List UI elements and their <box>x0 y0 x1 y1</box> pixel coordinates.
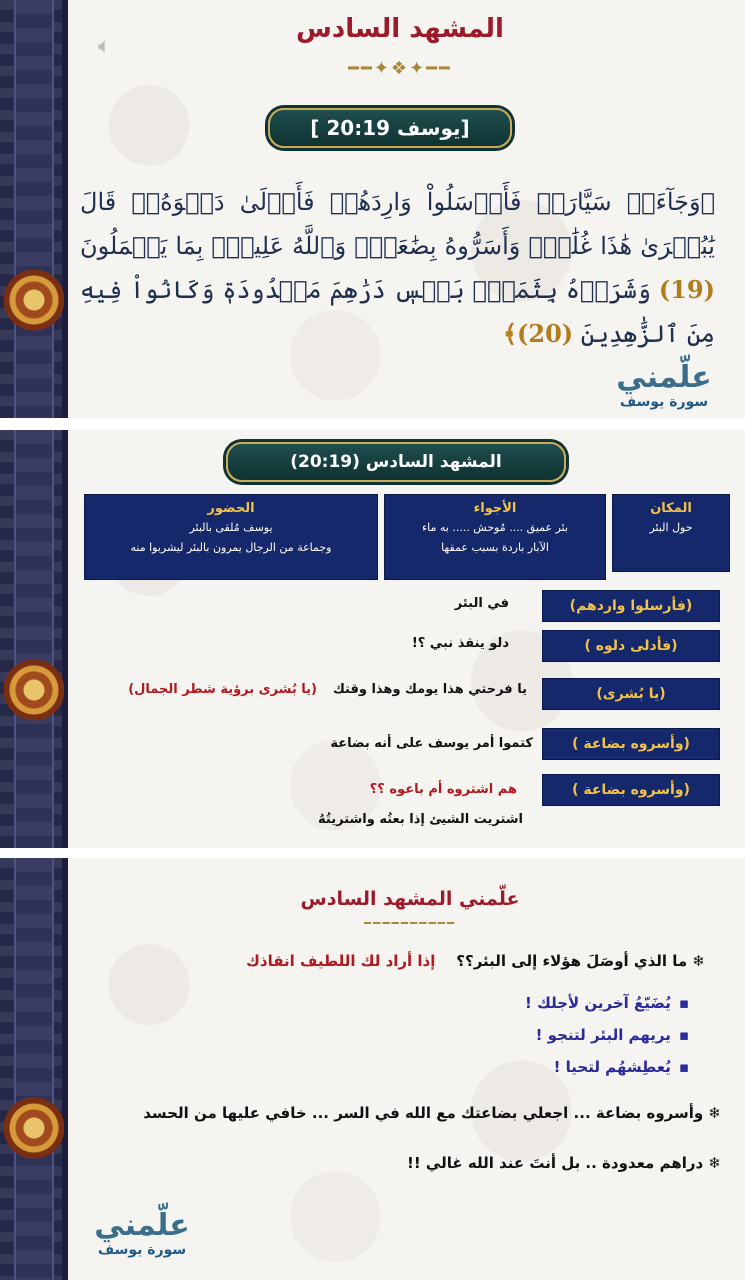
row-text: اشتريت الشيئ إذا بعتُه واشتريتُهُ <box>318 812 523 827</box>
bullet-item: ▪يُضَيّعُ آخرين لأجلك ! <box>525 994 689 1012</box>
row-label: (فأرسلوا واردهم) <box>542 590 720 622</box>
bullet-item: ▪يريهم البئر لتنجو ! <box>535 1026 689 1044</box>
row-text: دلو ينقذ نبي ؟! <box>411 636 509 651</box>
quran-verse: ﴿وَجَآءَتۡ سَيَّارَةٞ فَأَرۡسَلُواْ وَارِدَهُمۡ فَأَدۡلَىٰ دَلۡوَهُۥۖ قَالَ يَٰبُشۡرَىٰ هَٰذَا غُلَٰمٞۚ وَأَسَرُّوهُ بِضَٰعَةٗۚ وَٱللَّهُ عَلِيمُۢ بِمَا يَعۡمَلُونَ (19) وَشَرَوۡهُ بِثَمَنِۭ بَخۡسٖ دَرَٰهِمَ مَعۡدُودَةٖ وَكَانُواْ فِيهِ مِنَ ٱلزَّٰهِدِينَ (20)﴾ <box>80 188 715 348</box>
row-text: كتموا أمر يوسف على أنه بضاعة <box>330 736 533 751</box>
row-label: (وأسروه بضاعة ) <box>542 728 720 760</box>
medallion-ornament <box>4 1068 64 1188</box>
logo: علّمني سورة يوسف <box>616 360 712 410</box>
slide-1 <box>0 0 745 418</box>
atmosphere-box: الأجواء بئر عميق .... مُوحش ..... به ماء الآبار باردة بسبب عمقها <box>384 494 606 580</box>
ornament-divider: ━━━━━━━━━━ <box>363 916 457 930</box>
row-text: يا فرحتي هذا يومك وهذا وقتك <box>332 682 527 697</box>
slide-title: علّمني المشهد السادس <box>300 888 520 910</box>
verse-reference-banner: [يوسف 20:19 ] <box>268 108 512 148</box>
presence-box: الحضور يوسف مُلقى بالبئر وجماعة من الرجال يمرون بالبئر ليشربوا منه <box>84 494 378 580</box>
logo: علّمني سورة يوسف <box>94 1208 190 1258</box>
row-label: (يا بُشرى) <box>542 678 720 710</box>
decorative-strip <box>0 858 68 1280</box>
ornament-divider: ━━✦❖✦━━ <box>348 58 452 79</box>
place-box: المكان حول البئر <box>612 494 730 572</box>
insight-line: ❄ دراهم معدودة .. بل أنتَ عند الله غالي !! <box>407 1154 721 1172</box>
row-note: (يا بُشرى برؤية شطر الجمال) <box>128 682 317 697</box>
medallion-ornament <box>4 630 64 750</box>
row-text: في البئر <box>454 596 509 611</box>
slide-title: المشهد السادس <box>296 14 504 44</box>
medallion-ornament <box>4 240 64 360</box>
slide-2 <box>0 430 745 848</box>
question-line: ❄ ما الذي أوصَلَ هؤلاء إلى البئر؟؟ إذا أراد لك اللطيف انقاذك <box>246 952 705 970</box>
insight-line: ❄ وأسروه بضاعة ... اجعلي بضاعتك مع الله في السر ... خافي عليها من الحسد <box>143 1104 721 1122</box>
decorative-strip <box>0 0 68 418</box>
slide-3 <box>0 858 745 1280</box>
row-label: (فأدلى دلوه ) <box>542 630 720 662</box>
scene-banner: المشهد السادس (20:19) <box>226 442 566 482</box>
speaker-icon[interactable]: 🔈︎ <box>98 34 112 59</box>
row-question: هم اشتروه أم باعوه ؟؟ <box>369 782 517 797</box>
decorative-strip <box>0 430 68 848</box>
bullet-item: ▪يُعطِشهُم لتحيا ! <box>553 1058 689 1076</box>
row-label: (وأسروه بضاعة ) <box>542 774 720 806</box>
